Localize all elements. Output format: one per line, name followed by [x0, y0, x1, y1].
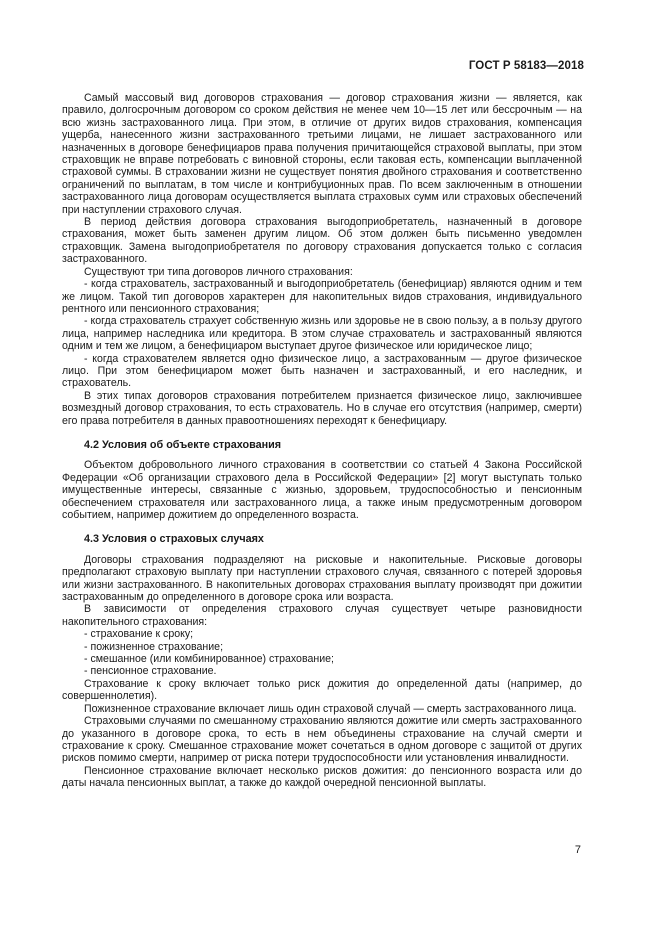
list-item: - когда страхователь страхует собственную жизнь или здоровье не в свою пользу, а в пользу другого лица, например наследника или кредитора. В этом случае страхователь и застрахованный являются одним и тем же лицом, а бенефициаром выступает другое физическое или юридическое лицо; [62, 315, 582, 353]
document-body [62, 92, 582, 790]
paragraph: Договоры страхования подразделяют на рисковые и накопительные. Рисковые договоры предполагают страховую выплату при наступлении страхового случая, связанного с потерей здоровья или жизни застрахованного. В накопительных договорах страхования выплату производят при дожитии застрахованным до определенного в договоре срока или возраста. [62, 553, 582, 604]
section-heading: 4.3 Условия о страховых случаях [84, 533, 264, 546]
paragraph: В период действия договора страхования выгодоприобретатель, назначенный в договоре страхования, может быть заменен другим лицом. Об этом должен быть письменно уведомлен страховщик. Замена выгодоприобретателя по договору страхования допускается только с согласия застрахованного. [62, 216, 582, 266]
paragraph: Пенсионное страхование включает несколько рисков дожития: до пенсионного возраста или до даты начала пенсионных выплат, а также до каждой очередной пенсионной выплаты. [62, 764, 582, 790]
paragraph: Пожизненное страхование включает лишь один страховой случай — смерть застрахованного лица. [84, 702, 577, 715]
paragraph: Объектом добровольного личного страхования в соответствии со статьей 4 Закона Российской Федерации «Об организации страхового дела в Российской Федерации» [2] могут выступать только имущественные интересы, связанные с жизнью, здоровьем, трудоспособностью и пенсионным обеспечением страхователя или застрахованного лица, а также иным предусмотренным договором событием, например дожитием до определенного возраста. [62, 459, 582, 521]
paragraph: Страхование к сроку включает только риск дожития до определенной даты (например, до совершеннолетия). [62, 677, 582, 703]
paragraph: Страховыми случаями по смешанному страхованию являются дожитие или смерть застрахованного до указанного в договоре срока, то есть в нем объединены страхование на случай смерти и страхование к сроку. Смешанное страхование может сочетаться в одном договоре с защитой от других рисков помимо смерти, например от риска потери трудоспособности или установления инвалидности. [62, 715, 582, 765]
document-id-header: ГОСТ Р 58183—2018 [468, 60, 584, 72]
page-number: 7 [574, 844, 581, 856]
paragraph: Существуют три типа договоров личного страхования: [84, 265, 353, 278]
list-item: - пожизненное страхование; [84, 640, 224, 653]
list-item: - когда страхователь, застрахованный и выгодоприобретатель (бенефициар) являются одним и тем же лицом. Такой тип договоров характерен для накопительных видов страхования, индивидуального рентного или пенсионного страхования; [62, 278, 582, 315]
paragraph: Самый массовый вид договоров страхования — договор страхования жизни — является, как правило, долгосрочным договором со сроком действия не менее чем 10—15 лет или бессрочным — на всю жизнь застрахованного лица. При этом, в отличие от других видов страхования, компенсация ущерба, нанесенного жизни застрахованного третьими лицами, не лишает застрахованного или назначенных в договоре бенефициаров права получения причитающейся страховой выплаты, при этом страховщик не вправе потребовать с виновной стороны, если таковая есть, компенсации выплаченной страховой суммы. В страховании жизни не существует понятия двойного страхования и соответственно ограничений по выплатам, в том числе и контрибуционных прав. По всем заключенным в отношении застрахованного лица договорам осуществляется выплата страховых сумм или страховых обеспечений при наступлении страхового случая. [62, 92, 582, 216]
list-item: - пенсионное страхование. [84, 665, 217, 678]
list-item: - смешанное (или комбинированное) страхование; [84, 653, 334, 666]
paragraph: В этих типах договоров страхования потребителем признается физическое лицо, заключившее возмездный договор страхования, то есть страхователь. Но в случае его отсутствия (например, смерти) его права потребителя в данных правоотношениях переходят к бенефициару. [62, 389, 582, 427]
list-item: - страхование к сроку; [84, 628, 194, 641]
list-item: - когда страхователем является одно физическое лицо, а застрахованным — другое физическое лицо. При этом бенефициаром может быть назначен и застрахованный, и его наследник, и страхователь. [62, 352, 582, 390]
paragraph: В зависимости от определения страхового случая существует четыре разновидности накопительного страхования: [62, 603, 582, 628]
section-heading: 4.2 Условия об объекте страхования [84, 438, 282, 451]
